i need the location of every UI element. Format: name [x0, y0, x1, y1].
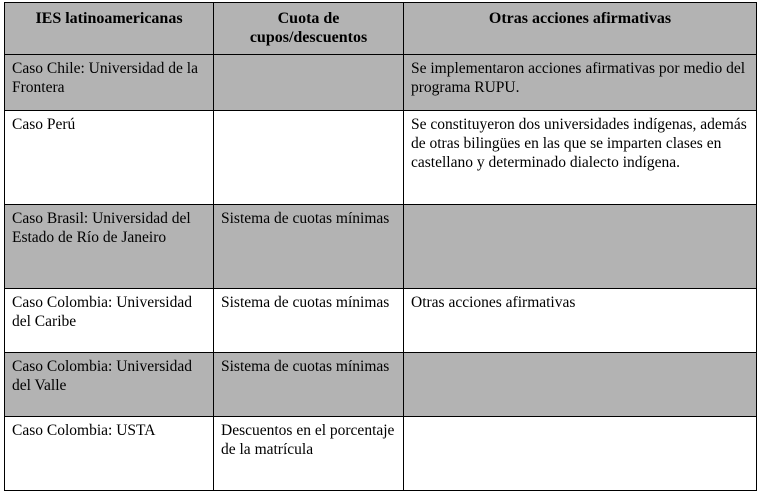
column-header-other-actions: Otras acciones afirmativas [404, 3, 757, 55]
cell-quota: Sistema de cuotas mínimas [214, 353, 404, 417]
cell-other-actions [404, 353, 757, 417]
cell-other-actions: Se implementaron acciones afirmativas por medio del programa RUPU. [404, 55, 757, 111]
table-header [5, 3, 757, 55]
cell-other-actions [404, 205, 757, 289]
table-row [5, 353, 757, 417]
cell-quota: Descuentos en el porcentaje de la matrícula [214, 417, 404, 491]
cell-institution: Caso Brasil: Universidad del Estado de Río de Janeiro [5, 205, 214, 289]
cell-institution: Caso Chile: Universidad de la Frontera [5, 55, 214, 111]
column-header-quota: Cuota de cupos/descuentos [214, 3, 404, 55]
cell-quota: Sistema de cuotas mínimas [214, 205, 404, 289]
column-header-institutions: IES latinoamericanas [5, 3, 214, 55]
document-body [0, 2, 760, 459]
cell-other-actions [404, 417, 757, 491]
table-row [5, 417, 757, 491]
table-row [5, 289, 757, 353]
cell-institution: Caso Perú [5, 111, 214, 205]
cell-institution: Caso Colombia: Universidad del Caribe [5, 289, 214, 353]
cell-quota [214, 55, 404, 111]
table-row [5, 205, 757, 289]
cell-other-actions: Otras acciones afirmativas [404, 289, 757, 353]
cell-quota: Sistema de cuotas mínimas [214, 289, 404, 353]
cell-quota [214, 111, 404, 205]
cell-institution: Caso Colombia: Universidad del Valle [5, 353, 214, 417]
table-row [5, 55, 757, 111]
cell-other-actions: Se constituyeron dos universidades indígenas, además de otras bilingües en las que se imparten clases en castellano y determinado dialecto indígena. [404, 111, 757, 205]
table-row [5, 111, 757, 205]
table-header-row [5, 3, 757, 55]
cell-institution: Caso Colombia: USTA [5, 417, 214, 491]
table-body [5, 55, 757, 491]
affirmative-actions-table [4, 2, 757, 491]
